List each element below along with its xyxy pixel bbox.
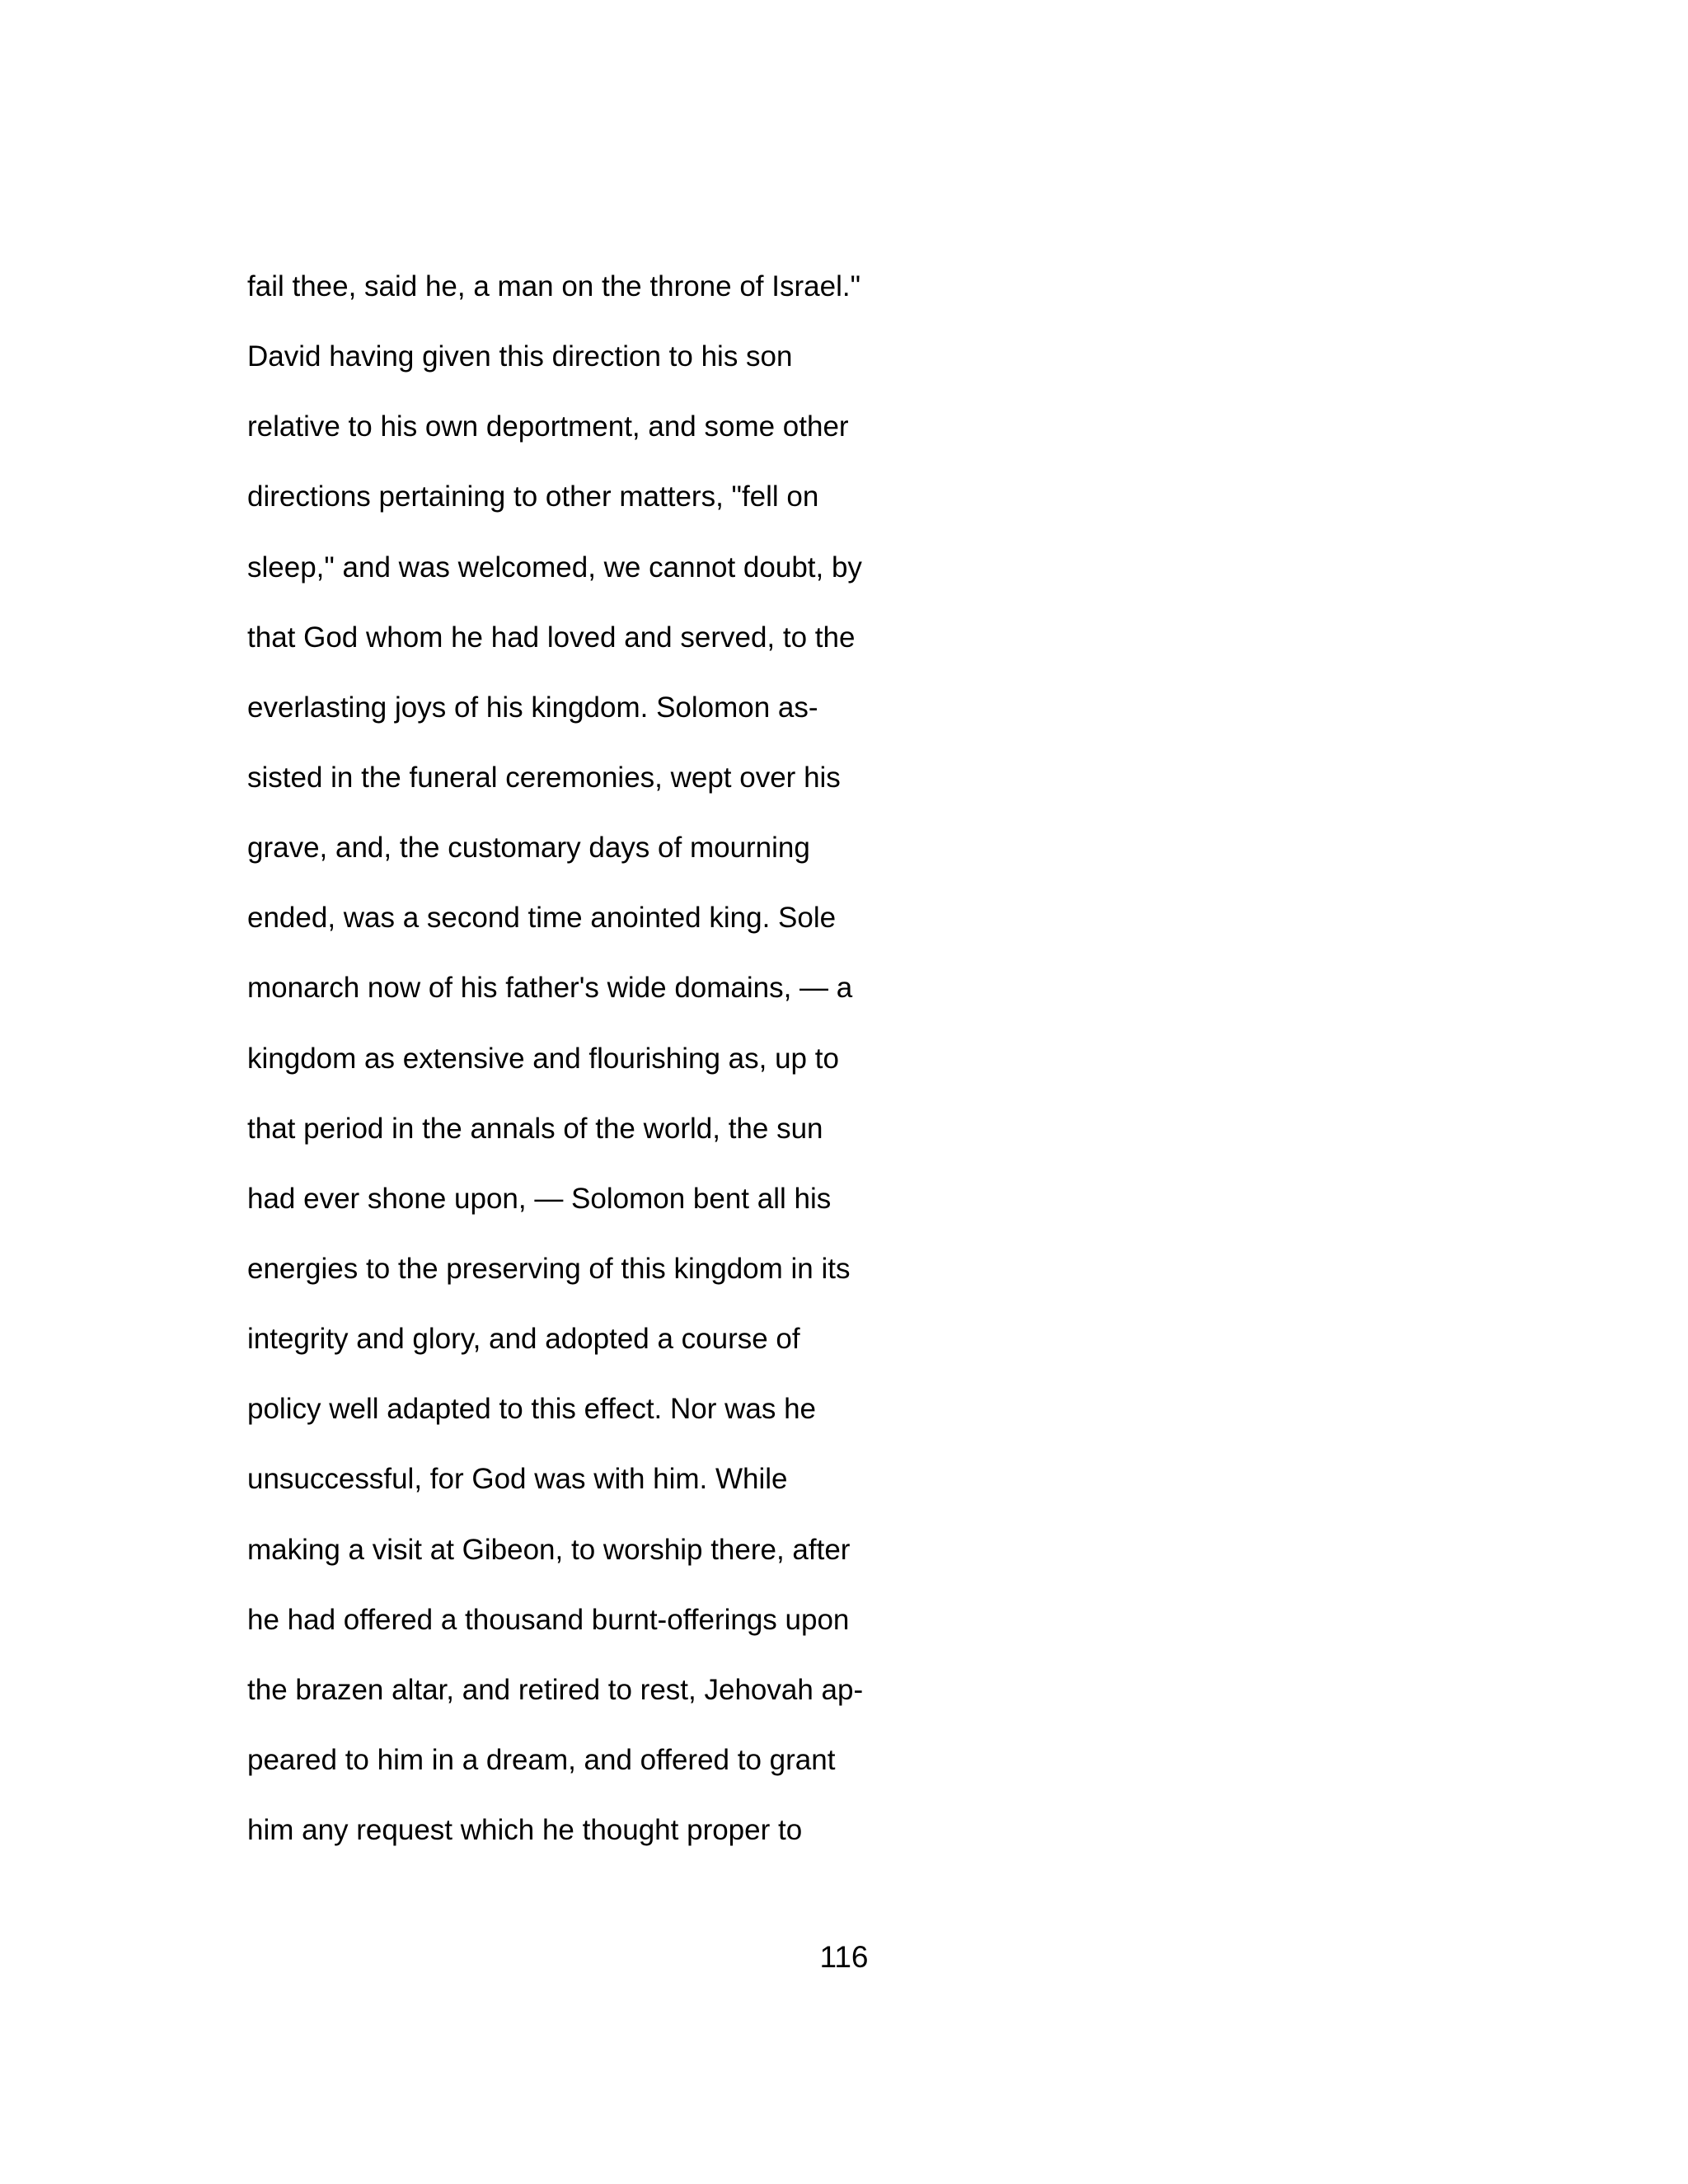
text-line: kingdom as extensive and flourishing as, up to — [247, 1042, 839, 1075]
text-line: relative to his own deportment, and some other — [247, 410, 849, 443]
text-line: he had offered a thousand burnt-offerings upon — [247, 1603, 850, 1636]
text-line: peared to him in a dream, and offered to grant — [247, 1743, 836, 1776]
text-line: David having given this direction to his son — [247, 340, 793, 373]
text-line: sleep," and was welcomed, we cannot doubt, by — [247, 551, 862, 583]
text-line: making a visit at Gibeon, to worship there, after — [247, 1533, 851, 1566]
text-line: had ever shone upon, — Solomon bent all his — [247, 1182, 832, 1215]
text-line: that God whom he had loved and served, to the — [247, 621, 856, 654]
text-line: fail thee, said he, a man on the throne of Israel." — [247, 270, 860, 302]
text-line: grave, and, the customary days of mourning — [247, 832, 810, 865]
text-line: him any request which he thought proper to — [247, 1814, 803, 1847]
text-line: the brazen altar, and retired to rest, Jehovah ap- — [247, 1673, 864, 1706]
text-line: monarch now of his father's wide domains, — a — [247, 972, 853, 1005]
text-line: that period in the annals of the world, the sun — [247, 1112, 823, 1145]
text-line: integrity and glory, and adopted a course of — [247, 1323, 800, 1356]
text-line: unsuccessful, for God was with him. While — [247, 1463, 788, 1496]
text-line: energies to the preserving of this kingdom in its — [247, 1252, 851, 1285]
text-line: everlasting joys of his kingdom. Solomon as- — [247, 691, 818, 724]
body-text — [247, 262, 1154, 1876]
text-line: ended, was a second time anointed king. Sole — [247, 902, 837, 935]
text-line: sisted in the funeral ceremonies, wept over his — [247, 761, 841, 794]
text-line: policy well adapted to this effect. Nor was he — [247, 1393, 817, 1426]
page-number: 116 — [819, 1940, 869, 1974]
text-line: directions pertaining to other matters, "fell on — [247, 480, 819, 513]
